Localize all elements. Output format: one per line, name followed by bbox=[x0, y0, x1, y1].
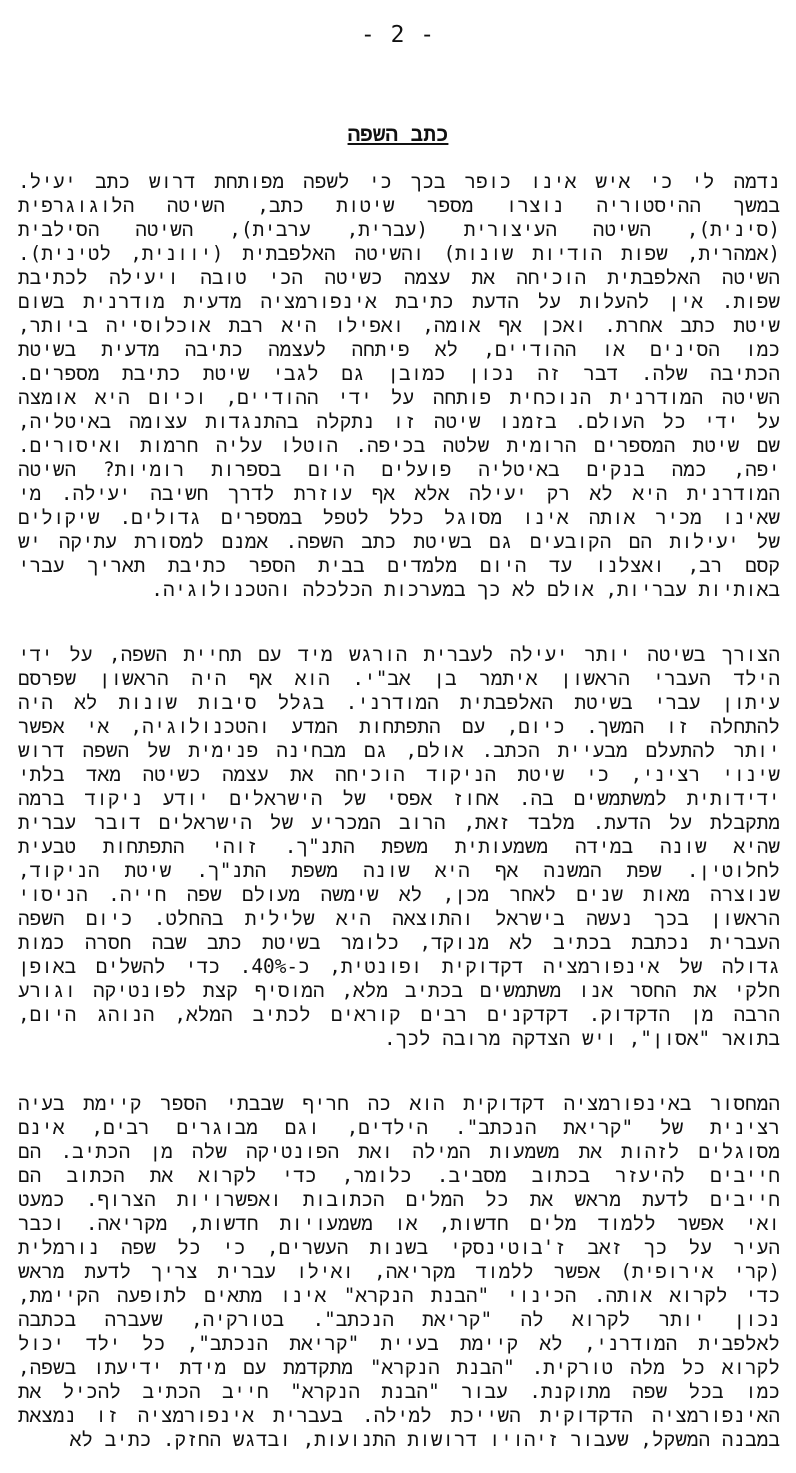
text-line: ואי אפשר ללמוד מלים חדשות, או משמעויות חדשות, מקריאה. וכבר bbox=[18, 1212, 780, 1235]
text-line: שיטת כתב אחרת. ואכן אף אומה, ואפילו היא רבת אוכלוסייה ביותר, bbox=[18, 314, 780, 337]
text-line: יותר להתעלם מבעיית הכתב. אולם, גם מבחינה פנימית של השפה דרוש bbox=[18, 739, 780, 762]
text-line: חלקי את החסר אנו משתמשים בכתיב מלא, המוסיף קצת לפונטיקה וגורע bbox=[18, 979, 780, 1002]
text-line: של יעילות הם הקובעים גם בשיטת כתב השפה. אמנם למסורת עתיקה יש bbox=[18, 530, 780, 553]
text-line: לקרוא כל מלה טורקית. "הבנת הנקרא" מתקדמת עם מידת ידיעתו בשפה, bbox=[18, 1356, 780, 1379]
text-line: גדולה של אינפורמציה דקדוקית ופונטית, כ-40%. כדי להשלים באופן bbox=[18, 955, 780, 978]
text-line: במבנה המשקל, שעבור זיהויו דרושות התנועות, ובדגש החזק. כתיב לא bbox=[69, 1428, 780, 1451]
text-line: קסם רב, ואצלנו עד היום מלמדים בבית הספר כתיבת תאריך עברי bbox=[18, 554, 780, 577]
text-line: באותיות עבריות, אולם לא כך במערכות הכלכלה והטכנולוגיה. bbox=[151, 578, 780, 601]
text-line: הילד העברי הראשון איתמר בן אב"י. הוא אף היה הראשון שפרסם bbox=[18, 667, 780, 690]
section-title: כתב השפה bbox=[347, 122, 449, 146]
text-line: כדי לקרוא אותה. הכינוי "הבנת הנקרא" אינו מתאים לתופעה הקיימת, bbox=[18, 1284, 780, 1307]
text-line: האינפורמציה הדקדוקית השייכת למילה. בעברית אינפורמציה זו נמצאת bbox=[18, 1404, 780, 1427]
text-line: כמו בכל שפה מתוקנת. עבור "הבנת הנקרא" חייב הכתיב להכיל את bbox=[18, 1380, 780, 1403]
text-line: שם שיטת המספרים הרומית שלטה בכיפה. הוטלו עליה חרמות ואיסורים. bbox=[18, 434, 780, 457]
text-line: נכון יותר לקרוא לה "קריאת הנכתב". בטורקיה, שעברה בכתבה bbox=[18, 1308, 780, 1331]
text-line: הרבה מן הדקדוק. דקדקנים רבים קוראים לכתיב המלא, הנוהג היום, bbox=[18, 1003, 780, 1026]
text-line: חייבים להיעזר בכתוב מסביב. כלומר, כדי לקרוא את הכתוב הם bbox=[18, 1164, 780, 1187]
text-line: מסוגלים לזהות את משמעות המילה ואת הפונטיקה שלה מן הכתיב. הם bbox=[18, 1140, 780, 1163]
text-line: כמו הסינים או ההודיים, לא פיתחה לעצמה כתיבה מדעית בשיטת bbox=[18, 338, 780, 361]
text-line: רצינית של "קריאת הנכתב". הילדים, וגם מבוגרים רבים, אינם bbox=[18, 1116, 780, 1139]
text-line: חייבים לדעת מראש את כל המלים הכתובות ואפשרויות הצרוף. כמעט bbox=[18, 1188, 780, 1211]
text-line: שינוי רציני, כי שיטת הניקוד הוכיחה את עצמה כשיטה מאד בלתי bbox=[18, 763, 780, 786]
text-line: לאלפבית המודרני, לא קיימת בעיית "קריאת הנכתב", כל ילד יכול bbox=[18, 1332, 780, 1355]
text-line: יפה, כמה בנקים באיטליה פועלים היום בספרות רומיות? השיטה bbox=[18, 458, 780, 481]
text-line: נדמה לי כי איש אינו כופר בכך כי לשפה מפותחת דרוש כתב יעיל. bbox=[18, 170, 780, 193]
text-line: להתחלה זו המשך. כיום, עם התפתחות המדע והטכנולוגיה, אי אפשר bbox=[18, 715, 780, 738]
text-line: העברית נכתבת בכתיב לא מנוקד, כלומר בשיטת כתב שבה חסרה כמות bbox=[18, 931, 780, 954]
text-line: הכתיבה שלה. דבר זה נכון כמובן גם לגבי שיטת כתיבת מספרים. bbox=[18, 362, 780, 385]
text-line: המודרנית היא לא רק יעילה אלא אף עוזרת לדרך חשיבה יעילה. מי bbox=[18, 482, 780, 505]
text-line: מתקבלת על הדעת. מלבד זאת, הרוב המכריע של הישראלים דובר עברית bbox=[18, 811, 780, 834]
text-line: עיתון עברי בשיטת האלפבתית המודרני. בגלל סיבות שונות לא היה bbox=[18, 691, 780, 714]
text-line: המחסור באינפורמציה דקדוקית הוא כה חריף שבבתי הספר קיימת בעיה bbox=[18, 1092, 780, 1115]
paragraph-2 bbox=[18, 643, 780, 1051]
page-number: - 2 - bbox=[360, 22, 436, 48]
text-line: (קרי אירופית) אפשר ללמוד מקריאה, ואילו עברית צריך לדעת מראש bbox=[18, 1260, 780, 1283]
text-line: השיטה האלפבתית הוכיחה את עצמה כשיטה הכי טובה ויעילה לכתיבת bbox=[18, 266, 780, 289]
paragraph-3 bbox=[18, 1092, 780, 1452]
text-line: לחלוטין. שפת המשנה אף היא שונה משפת התנ"ך. שיטת הניקוד, bbox=[18, 859, 780, 882]
text-line: ידידותית למשתמשים בה. אחוז אפסי של הישראלים יודע ניקוד ברמה bbox=[18, 787, 780, 810]
paragraph-1 bbox=[18, 170, 780, 602]
text-line: שנוצרה מאות שנים לאחר מכן, לא שימשה מעולם שפה חייה. הניסוי bbox=[18, 883, 780, 906]
text-line: השיטה המודרנית הנוכחית פותחה על ידי ההודיים, וכיום היא אומצה bbox=[18, 386, 780, 409]
text-line: (סינית), השיטה העיצורית (עברית, ערבית), השיטה הסילבית bbox=[18, 218, 780, 241]
text-line: (אמהרית, שפות הודיות שונות) והשיטה האלפבתית (יוונית, לטינית). bbox=[18, 242, 780, 265]
text-line: שפות. אין להעלות על הדעת כתיבת אינפורמציה מדעית מודרנית בשום bbox=[18, 290, 780, 313]
text-line: על ידי כל העולם. בזמנו שיטה זו נתקלה בהתנגדות עצומה באיטליה, bbox=[18, 410, 780, 433]
text-line: שאינו מכיר אותה אינו מסוגל כלל לטפל במספרים גדולים. שיקולים bbox=[18, 506, 780, 529]
text-line: העיר על כך זאב ז'בוטינסקי בשנות העשרים, כי כל שפה נורמלית bbox=[18, 1236, 780, 1259]
text-line: הראשון בכך נעשה בישראל והתוצאה היא שלילית בהחלט. כיום השפה bbox=[18, 907, 780, 930]
text-line: בתואר "אסון", ויש הצדקה מרובה לכך. bbox=[384, 1027, 780, 1050]
text-line: שהיא שונה במידה משמעותית משפת התנ"ך. זוהי התפתחות טבעית bbox=[18, 835, 780, 858]
text-line: במשך ההיסטוריה נוצרו מספר שיטות כתב, השיטה הלוגוגרפית bbox=[18, 194, 780, 217]
text-line: הצורך בשיטה יותר יעילה לעברית הורגש מיד עם תחיית השפה, על ידי bbox=[18, 643, 780, 666]
